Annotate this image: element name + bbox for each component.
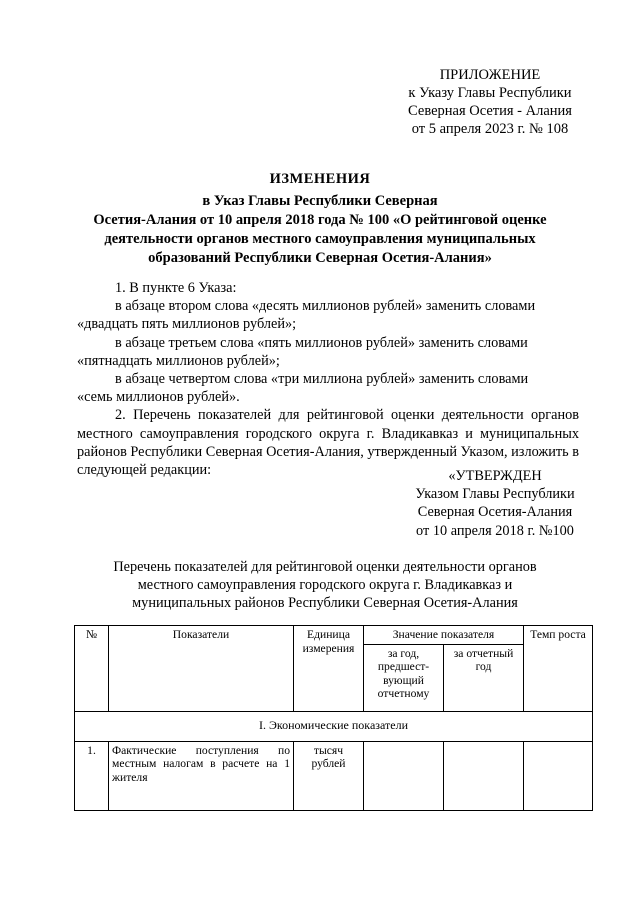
header-unit: Единица измерения: [294, 626, 364, 712]
list-title-line: муниципальных районов Республики Северная Осетия-Алания: [132, 595, 518, 612]
body-paragraph: в абзаце третьем слова «пять миллионов рублей» заменить словами: [115, 334, 528, 351]
table-header-row: [75, 626, 593, 645]
title-heading: ИЗМЕНЕНИЯ: [269, 171, 371, 187]
list-title-line: местного самоуправления городского округа г. Владикавказ и: [137, 577, 513, 594]
body-paragraph: 1. В пункте 6 Указа:: [115, 280, 237, 296]
header-prev-year: за год, предшест-вующий отчетному: [364, 644, 444, 711]
title-line: деятельности органов местного самоуправления муниципальных: [104, 231, 536, 247]
table-row: [75, 741, 593, 810]
appendix-block: [390, 66, 590, 138]
header-growth: Темп роста: [524, 626, 593, 712]
approved-line: Северная Осетия-Алания: [417, 504, 573, 521]
row-indicator: Фактические поступления по местным налогам в расчете на 1 жителя: [109, 741, 294, 810]
title-line: образований Республики Северная Осетия-Алания»: [148, 250, 492, 266]
appendix-line: ПРИЛОЖЕНИЕ: [439, 67, 541, 83]
approved-block: [395, 467, 595, 540]
appendix-line: Северная Осетия - Алания: [408, 103, 572, 119]
list-title: [75, 558, 575, 613]
row-report-value: [444, 741, 524, 810]
body-paragraph: в абзаце четвертом слова «три миллиона рублей» заменить словами: [115, 371, 529, 388]
row-unit: тысяч рублей: [294, 741, 364, 810]
row-prev-value: [364, 741, 444, 810]
row-growth: [524, 741, 593, 810]
approved-line: «УТВЕРЖДЕН: [448, 468, 542, 484]
body-paragraph: «двадцать пять миллионов рублей»;: [77, 316, 297, 333]
header-value: Значение показателя: [364, 626, 524, 645]
body-paragraph: в абзаце втором слова «десять миллионов рублей» заменить словами: [115, 298, 536, 315]
body-paragraph: «пятнадцать миллионов рублей»;: [77, 352, 280, 369]
header-indicators: Показатели: [109, 626, 294, 712]
indicators-table: [74, 625, 593, 811]
header-num: №: [75, 626, 109, 712]
section-title: I. Экономические показатели: [75, 711, 593, 741]
row-num: 1.: [75, 741, 109, 810]
appendix-line: к Указу Главы Республики: [408, 85, 572, 101]
list-title-line: Перечень показателей для рейтинговой оценки деятельности органов: [113, 559, 537, 575]
approved-line: Указом Главы Республики: [415, 486, 575, 503]
title-line: в Указ Главы Республики Северная: [202, 193, 438, 209]
body-paragraph: 2. Перечень показателей для рейтинговой оценки деятельности органов местного самоуправления городского округа г. Владикавказ и муниципальных районов Республики Северная Осетия-Алания, утвержденный Указом, изложить в следующей редакции:: [77, 407, 579, 479]
table-section-row: [75, 711, 593, 741]
document-body: [77, 279, 579, 479]
header-report-year: за отчетный год: [444, 644, 524, 711]
approved-line: от 10 апреля 2018 г. №100: [416, 522, 574, 539]
document-title: [60, 170, 580, 268]
appendix-line: от 5 апреля 2023 г. № 108: [411, 121, 569, 137]
body-paragraph: «семь миллионов рублей».: [77, 389, 240, 406]
title-line: Осетия-Алания от 10 апреля 2018 года № 100 «О рейтинговой оценке: [93, 212, 547, 228]
